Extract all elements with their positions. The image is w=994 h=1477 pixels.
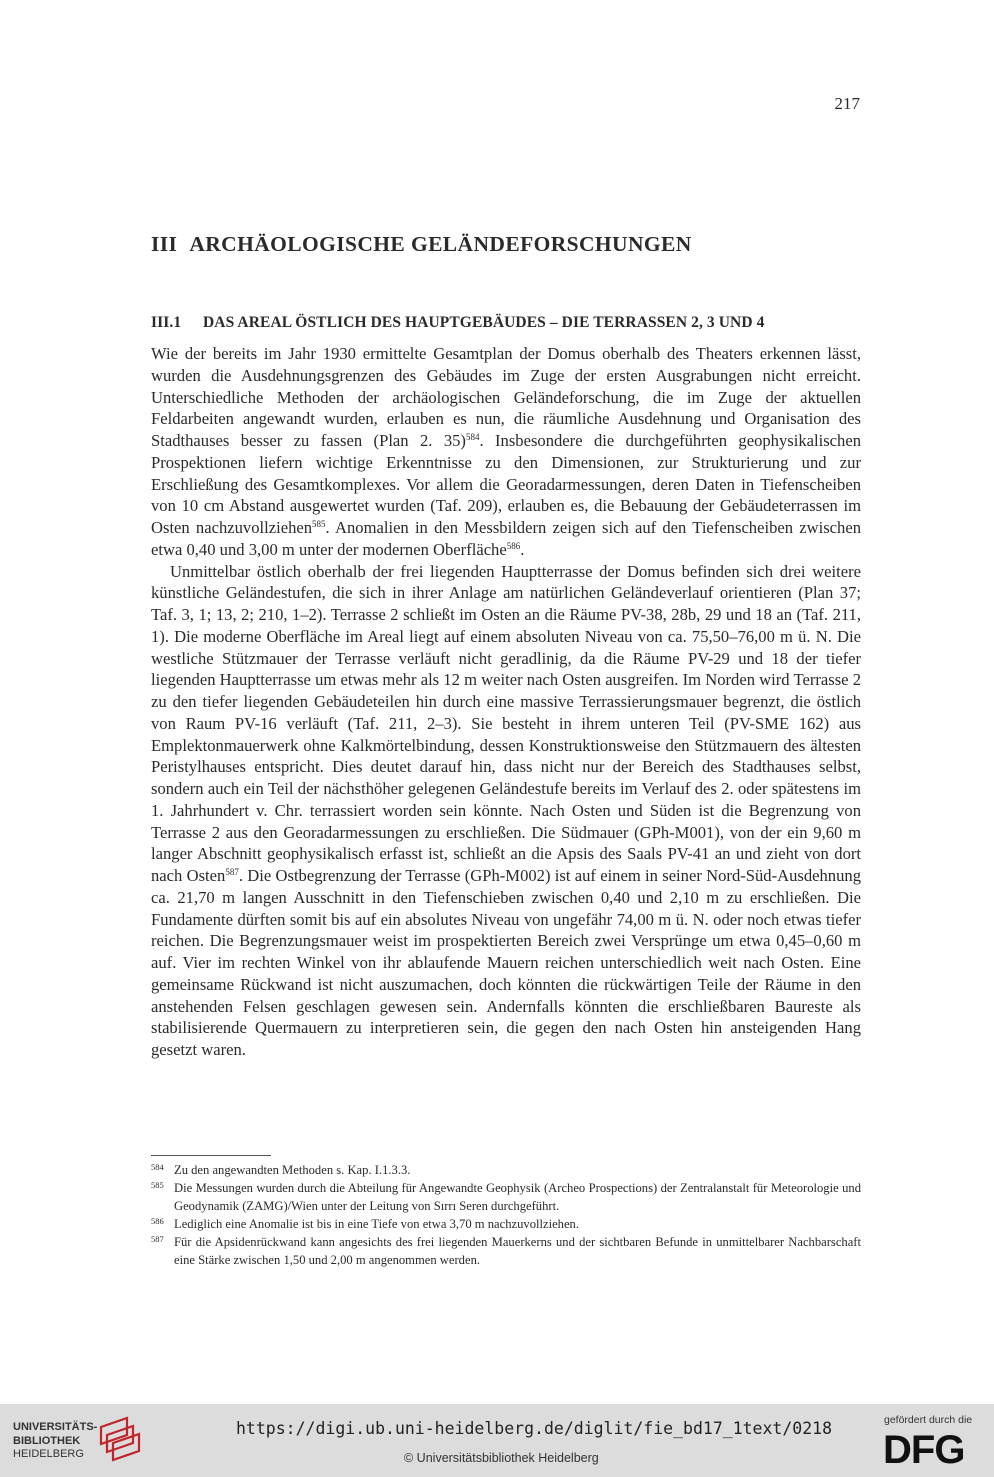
footnote-number: 587	[151, 1234, 164, 1244]
footer-bar	[0, 1404, 994, 1477]
section-number: III.1	[151, 314, 182, 331]
footnote-ref[interactable]: 586	[506, 540, 521, 551]
footnote	[151, 1179, 861, 1215]
chapter-title: ARCHÄOLOGISCHE GELÄNDEFORSCHUNGEN	[189, 232, 692, 256]
paragraph-1	[151, 343, 861, 561]
library-name-line: UNIVERSITÄTS-	[13, 1421, 98, 1433]
section-title: DAS AREAL ÖSTLICH DES HAUPTGEBÄUDES – DIE TERRASSEN 2, 3 UND 4	[203, 314, 765, 331]
paragraph-text: Wie der bereits im Jahr 1930 ermittelte Gesamtplan der Domus oberhalb des Theaters erkennen lässt, wurden die Ausdehnungsgrenzen des Gebäudes im Zuge der ersten Ausgrabungen nicht erreicht. Unterschiedliche Methoden der archäologischen Geländeforschung, die im Zuge der aktuellen Feldarbeiten angewandt wurden, erlauben es nun, die räumliche Ausdehnung und Organisation des Stadthauses besser zu fassen (Plan 2. 35)	[151, 344, 861, 450]
footnote-text: Lediglich eine Anomalie ist bis in eine Tiefe von etwa 3,70 m nachzuvollziehen.	[174, 1217, 580, 1231]
library-logo[interactable]	[13, 1421, 143, 1461]
library-name-line: BIBLIOTHEK	[13, 1434, 81, 1447]
paragraph-text: . Anomalien in den Messbildern zeigen sich auf den Tiefenscheiben zwischen etwa 0,40 und 3,00 m unter der modernen Oberfläche	[151, 518, 861, 559]
section-heading	[151, 314, 861, 332]
footnote-number: 585	[151, 1180, 164, 1190]
footnote	[151, 1215, 861, 1233]
footnote-text: Für die Apsidenrückwand kann angesichts des frei liegenden Mauerkerns und der sichtbaren Befunde in unmittelbarer Nachbarschaft eine Stärke zwischen 1,50 und 2,00 m angenommen werden.	[174, 1235, 861, 1267]
footnote-text: Zu den angewandten Methoden s. Kap. I.1.3.3.	[174, 1163, 411, 1177]
page-url-link[interactable]: https://digi.ub.uni-heidelberg.de/diglit/fie_bd17_1text/0218	[236, 1419, 833, 1438]
footnote-separator	[151, 1155, 271, 1156]
footnote-text: Die Messungen wurden durch die Abteilung für Angewandte Geophysik (Archeo Prospections) der Zentralanstalt für Meteorologie und Geodynamik (ZAMG)/Wien unter der Leitung von Sırrı Seren durchgeführt.	[174, 1181, 861, 1213]
copyright-notice: © Universitätsbibliothek Heidelberg	[404, 1451, 599, 1465]
footnote	[151, 1161, 861, 1179]
page-number: 217	[834, 94, 860, 113]
library-mark-icon	[97, 1415, 141, 1465]
footnote-number: 584	[151, 1162, 164, 1172]
library-name	[13, 1421, 97, 1462]
chapter-number: III	[151, 232, 178, 256]
footnote-ref[interactable]: 587	[225, 867, 239, 877]
funding-caption: gefördert durch die	[884, 1414, 973, 1426]
library-name-line: HEIDELBERG	[13, 1448, 84, 1460]
footnote	[151, 1233, 861, 1269]
footnote-ref[interactable]: 584	[465, 432, 480, 442]
footnote-number: 586	[151, 1216, 164, 1226]
paragraph-text: . Die Ostbegrenzung der Terrasse (GPh-M002) ist auf einem in seiner Nord-Süd-Ausdehnung ca. 21,70 m langen Ausschnitt in den Tiefenschieben zwischen 0,40 und 2,10 m zu erschließen. Die Fundamente dürften somit bis auf ein absolutes Niveau von ungefähr 74,00 m ü. N. oder noch etwas tiefer reichen. Die Begrenzungsmauer weist im prospektierten Bereich zwei Versprünge um etwa 0,45–0,60 m auf. Vier im rechten Winkel von ihr ablaufende Mauern reichen unterschiedlich weit nach Osten. Eine gemeinsame Rückwand ist nicht auszumachen, doch könnten die rückwärtigen Teile der Räume in den anstehenden Felsen geschlagen gewesen sein. Andernfalls könnten die erschließbaren Baureste als stabilisierende Quermauern zu interpretieren sein, die gegen den nach Osten hin ansteigenden Hang gesetzt waren.	[151, 866, 861, 1059]
footnotes	[151, 1161, 861, 1269]
paragraph-text: Unmittelbar östlich oberhalb der frei liegenden Hauptterrasse der Domus befinden sich drei weitere künstliche Geländestufen, die sich in ihrer Anlage am natürlichen Geländeverlauf orientieren (Plan 37; Taf. 3, 1; 13, 2; 210, 1–2). Terrasse 2 schließt im Osten an die Räume PV-38, 28b, 29 und 18 an (Taf. 211, 1). Die moderne Oberfläche im Areal liegt auf einem absoluten Niveau von ca. 75,50–76,00 m ü. N. Die westliche Stützmauer der Terrasse verläuft nicht geradlinig, da die Räume PV-29 und 18 der tiefer liegenden Hauptterrasse um etwas mehr als 12 m weiter nach Osten ausgreifen. Im Norden wird Terrasse 2 zu den tiefer liegenden Gebäudeteilen hin durch eine massive Terrassierungsmauer begrenzt, die östlich von Raum PV-16 verläuft (Taf. 211, 2–3). Sie besteht in ihrem unteren Teil (PV-SME 162) aus Emplektonmauerwerk ohne Kalkmörtelbindung, dessen Konstruktionsweise den Stützmauern des ältesten Peristylhauses entspricht. Dies deutet darauf hin, dass nicht nur der Bereich des Stadthauses selbst, sondern auch ein Teil der nächsthöher gelegenen Geländestufe bereits im Verlauf des 2. oder spätestens im 1. Jahrhundert v. Chr. terrassiert worden sein könnte. Nach Osten und Süden ist die Begrenzung von Terrasse 2 aus den Georadarmessungen zu erschließen. Die Südmauer (GPh-M001), von der ein 9,60 m langer Abschnitt geophysikalisch erfasst ist, schließt an die Apsis des Saals PV-41 an und zieht von dort nach Osten	[151, 561, 861, 885]
paragraph-text: . Insbesondere die durchgeführten geophysikalischen Prospektionen liefern wichtige Erkenntnisse zu den Dimensionen, zur Strukturierung und zur Erschließung des Gesamtkomplexes. Vor allem die Georadarmessungen, deren Daten in Tiefenscheiben von 10 cm Abstand ausgewertet wurden (Taf. 209), erlauben es, die Bebauung der Gebäudeterrassen im Osten nachzuvollziehen	[151, 431, 861, 537]
dfg-logo[interactable]: DFG	[883, 1428, 965, 1472]
paragraph-2	[151, 561, 861, 1061]
chapter-heading	[151, 232, 692, 257]
body-text	[151, 343, 861, 1061]
paragraph-text: .	[520, 539, 525, 559]
footnote-ref[interactable]: 585	[312, 519, 326, 529]
